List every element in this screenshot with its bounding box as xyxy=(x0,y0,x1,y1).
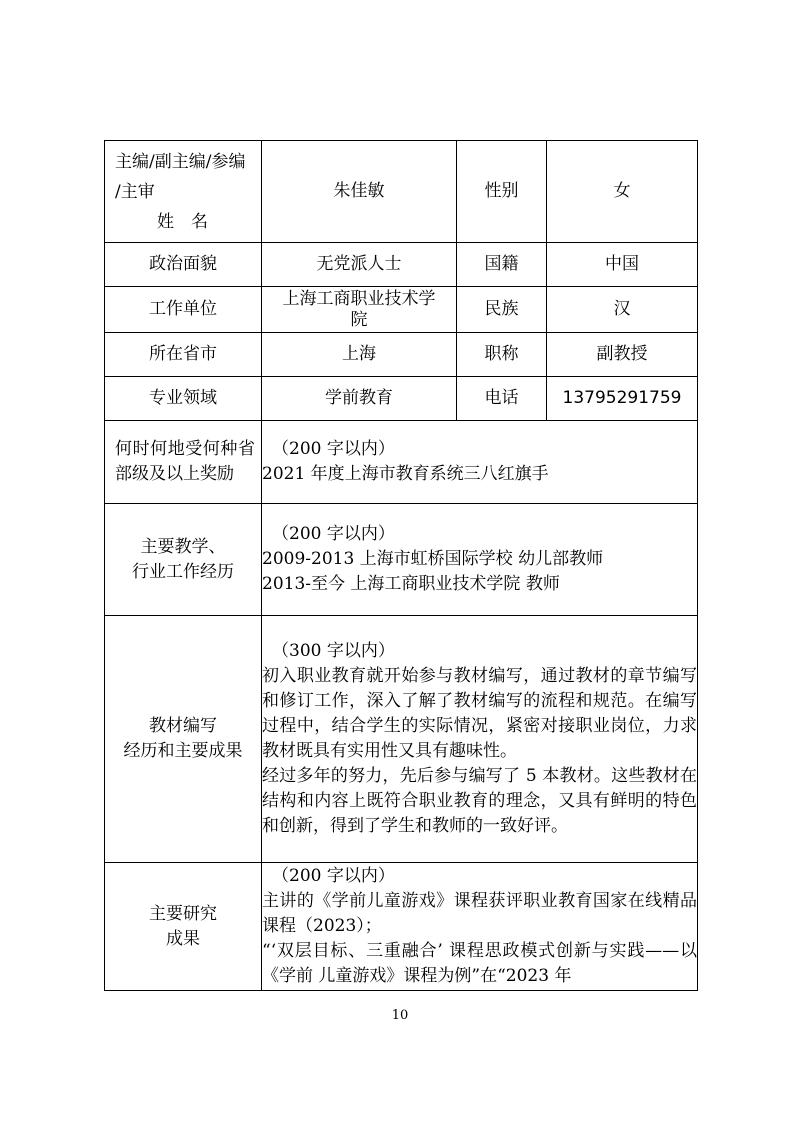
workplace-text: 上海工商职业技术学院 xyxy=(282,288,436,330)
textbooks-paragraph: 经过多年的努力，先后参与编写了 5 本教材。这些教材在结构和内容上既符合职业教育的理念，又具有鲜明的特色和创新，得到了学生和教师的一致好评。 xyxy=(262,766,697,836)
political-value: 无党派人士 xyxy=(262,243,457,287)
awards-line: 2021 年度上海市教育系统三八红旗手 xyxy=(262,464,549,484)
research-paragraph: “‘双层目标、三重融合’ 课程思政模式创新与实践——以《学前 儿童游戏》课程为例”在“2023 年 xyxy=(262,941,697,986)
table-row xyxy=(105,421,698,504)
gender-value: 女 xyxy=(547,141,698,243)
table-row xyxy=(105,616,698,863)
experience-content xyxy=(262,504,698,616)
province-value: 上海 xyxy=(262,333,457,377)
research-limit: （200 字以内） xyxy=(272,866,395,886)
field-label: 专业领域 xyxy=(105,377,262,421)
province-label: 所在省市 xyxy=(105,333,262,377)
awards-label xyxy=(105,421,262,504)
textbooks-label-line1: 教材编写 xyxy=(149,716,217,736)
editor-role-label xyxy=(105,141,262,243)
table-row xyxy=(105,333,698,377)
research-content xyxy=(262,863,698,991)
textbooks-label-line2: 经历和主要成果 xyxy=(123,741,243,761)
gender-label: 性别 xyxy=(457,141,547,243)
nationality-label: 国籍 xyxy=(457,243,547,287)
awards-content xyxy=(262,421,698,504)
experience-label-line1: 主要教学、 xyxy=(140,536,226,557)
page-number: 10 xyxy=(391,1008,409,1023)
role-label-line1: 主编/副主编/参编 xyxy=(115,151,246,172)
experience-label xyxy=(105,504,262,616)
research-label-line1: 主要研究 xyxy=(149,903,217,924)
table-row xyxy=(105,504,698,616)
political-label: 政治面貌 xyxy=(105,243,262,287)
role-label-line2: /主审 xyxy=(115,181,155,202)
research-paragraph: 主讲的《学前儿童游戏》课程获评职业教育国家在线精品课程（2023）； xyxy=(262,891,697,936)
workplace-label: 工作单位 xyxy=(105,287,262,333)
research-label xyxy=(105,863,262,991)
phone-label: 电话 xyxy=(457,377,547,421)
experience-line: 2009-2013 上海市虹桥国际学校 幼儿部教师 xyxy=(262,549,604,569)
textbooks-limit: （300 字以内） xyxy=(272,641,395,661)
table-row xyxy=(105,377,698,421)
name-value: 朱佳敏 xyxy=(262,141,457,243)
awards-limit: （200 字以内） xyxy=(272,439,395,459)
name-label: 姓 名 xyxy=(157,211,208,232)
title-label: 职称 xyxy=(457,333,547,377)
textbooks-content xyxy=(262,616,698,863)
awards-label-text: 何时何地受何种省部级及以上奖励 xyxy=(115,439,255,484)
field-value: 学前教育 xyxy=(262,377,457,421)
textbooks-paragraph: 初入职业教育就开始参与教材编写，通过教材的章节编写和修订工作，深入了解了教材编写的流程和规范。在编写过程中，结合学生的实际情况，紧密对接职业岗位，力求教材既具有实用性又具有趣味性。 xyxy=(262,666,697,761)
table-row xyxy=(105,863,698,991)
research-label-line2: 成果 xyxy=(166,928,200,949)
ethnicity-label: 民族 xyxy=(457,287,547,333)
experience-label-line2: 行业工作经历 xyxy=(132,561,234,582)
teacher-info-table xyxy=(104,140,698,991)
experience-line: 2013-至今 上海工商职业技术学院 教师 xyxy=(262,574,560,594)
experience-limit: （200 字以内） xyxy=(272,524,395,544)
textbooks-label xyxy=(105,616,262,863)
workplace-value xyxy=(262,287,457,333)
nationality-value: 中国 xyxy=(547,243,698,287)
phone-value: 13795291759 xyxy=(547,377,698,421)
table-row xyxy=(105,141,698,243)
title-value: 副教授 xyxy=(547,333,698,377)
table-row xyxy=(105,243,698,287)
ethnicity-value: 汉 xyxy=(547,287,698,333)
table-row xyxy=(105,287,698,333)
